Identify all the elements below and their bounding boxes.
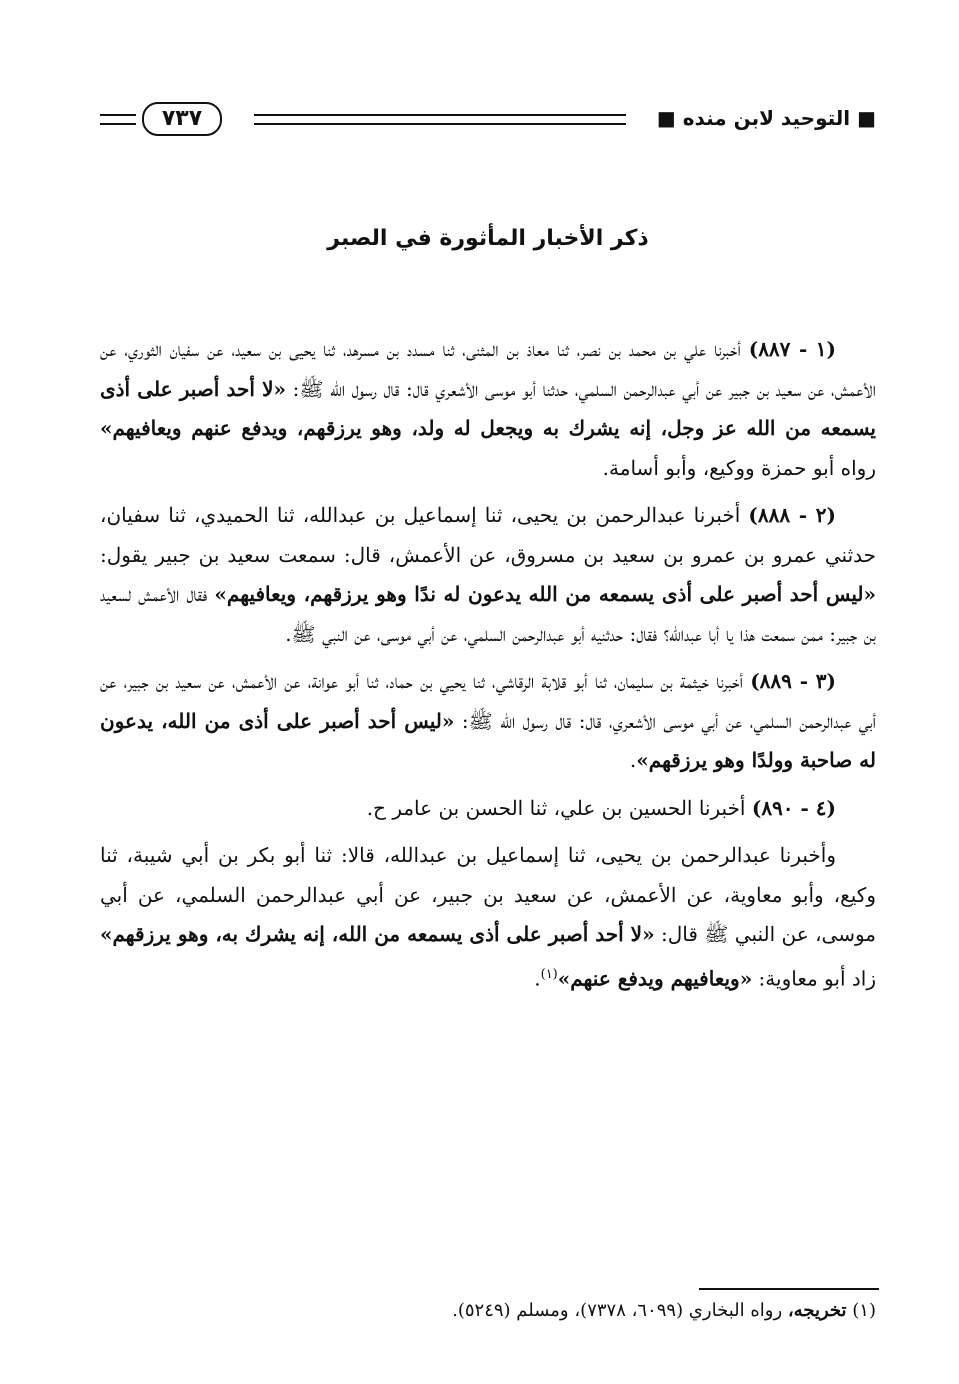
entry-quote: «لا أحد أصبر على أذى يسمعه من الله، إنه يشرك به، وهو يرزقهم» <box>100 922 655 946</box>
page-header <box>100 100 876 140</box>
entry-number: (٢ - ٨٨٨) <box>748 503 836 527</box>
entry-number: (٤ - ٨٩٠) <box>751 795 836 820</box>
section-heading: ذكر الأخبار المأثورة في الصبر <box>327 226 649 251</box>
running-title: ■ التوحيد لابن منده ■ <box>656 106 876 130</box>
header-left-rule <box>100 114 136 125</box>
entry-text: زاد أبو معاوية: <box>752 966 876 991</box>
hadith-entry <box>100 662 876 781</box>
footnote-label: تخريجه، <box>787 1300 847 1321</box>
entry-quote: «ويعافيهم ويدفع عنهم» <box>557 966 753 991</box>
entry-number: (٣ - ٨٨٩) <box>750 669 837 693</box>
footnote <box>100 1300 876 1321</box>
entry-text: أخبرنا علي بن محمد بن نصر، ثنا معاذ بن المثنى، ثنا مسدد بن مسرهد، ثنا يحيى بن سعيد، عن سفيان الثوري، عن الأعمش، عن سعيد بن جبير عن أبي عبدالرحمن السلمي، حدثنا أبو موسى الأشعري قال: قال رسول الله ﷺ: <box>100 337 876 401</box>
entry-number: (١ - ٨٨٧) <box>748 337 836 361</box>
entry-text: . <box>629 748 637 772</box>
header-double-rule <box>254 114 626 125</box>
entry-text: . <box>534 966 541 991</box>
footnote-number: (١) <box>852 1300 876 1321</box>
entry-text: أخبرنا خيثمة بن سليمان، ثنا أبو قلابة الرقاشي، ثنا يحيي بن حماد، ثنا أبو عوانة، عن الأعمش، عن سعيد بن جبير، عن أبي عبدالرحمن السلمي، عن أبي موسى الأشعري، قال: قال رسول الله ﷺ: <box>100 669 877 733</box>
entry-text: وأخبرنا عبدالرحمن بن يحيى، ثنا إسماعيل بن عبدالله، قالا: ثنا أبو بكر بن أبي شيبة، ثنا وكيع، وأبو معاوية، عن الأعمش، عن سعيد بن جبير، عن أبي عبدالرحمن السلمي، عن أبي موسى، عن النبي ﷺ قال: <box>100 843 876 946</box>
entry-quote: «ليس أحد أصبر على أذى من الله، يدعون له صاحبة وولدًا وهو يرزقهم» <box>100 708 876 772</box>
entry-quote: «ليس أحد أصبر على أذى يسمعه من الله يدعون له ندًا وهو يرزقهم، ويعافيهم» <box>214 582 876 606</box>
footnote-text: رواه البخاري (٦٠٩٩، ٧٣٧٨)، ومسلم (٥٢٤٩). <box>452 1300 788 1321</box>
footnote-marker: (١) <box>540 966 558 982</box>
entry-text: فقال الأعمش لسعيد بن جبير: ممن سمعت هذا يا أبا عبدالله؟ فقال: حدثنيه أبو عبدالرحمن السلمي، عن أبي موسى، عن النبي ﷺ. <box>100 582 876 646</box>
entry-quote: «لا أحد أصبر على أذى يسمعه من الله عز وجل، إنه يشرك به ويجعل له ولد، وهو يرزقهم، ويدفع عنهم ويعافيهم» <box>100 376 876 440</box>
entry-text: أخبرنا عبدالرحمن بن يحيى، ثنا إسماعيل بن عبدالله، ثنا الحميدي، ثنا سفيان، حدثني عمرو بن عمرو بن سعيد بن مسروق، عن الأعمش، قال: سمعت سعيد بن جبير يقول: <box>100 503 876 567</box>
entry-text: أخبرنا الحسين بن علي، ثنا الحسن بن عامر ح. <box>366 795 752 820</box>
hadith-entry <box>100 330 876 488</box>
hadith-entry <box>100 496 876 654</box>
hadith-entry <box>100 789 876 829</box>
main-text <box>100 330 876 1007</box>
footnote-divider <box>699 1288 879 1290</box>
entry-text: رواه أبو حمزة ووكيع، وأبو أسامة. <box>602 455 876 480</box>
hadith-entry-continuation <box>100 836 876 999</box>
page-number: ٧٣٧ <box>142 102 222 136</box>
